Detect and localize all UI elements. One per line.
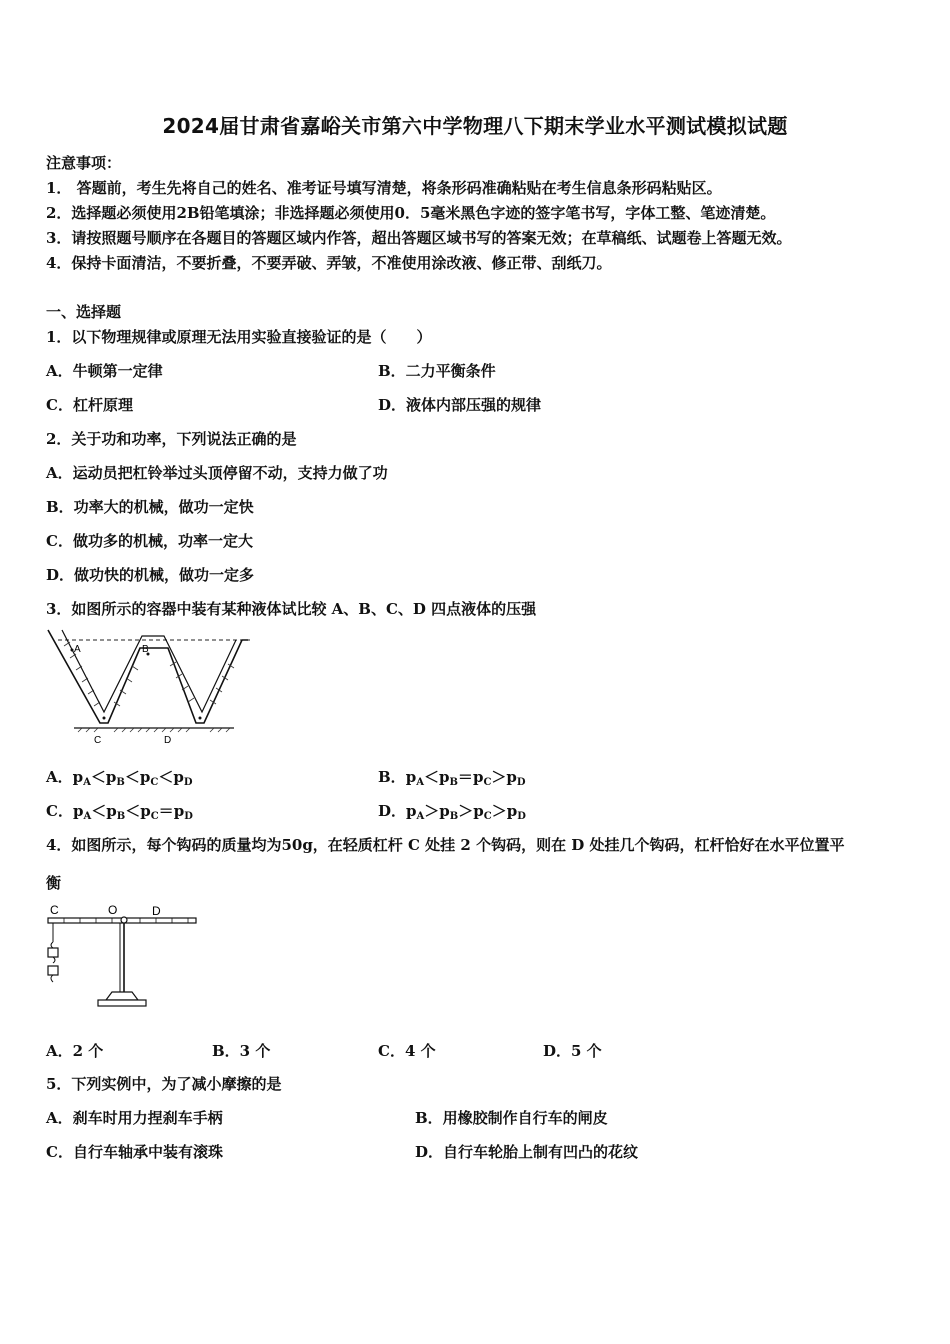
q4-stem-line-1: 4．如图所示，每个钩码的质量均为50g，在轻质杠杆 C 处挂 2 个钩码，则在 D 处挂几个钩码，杠杆恰好在水平位置平	[46, 836, 845, 854]
q5-option-c: C．自行车轴承中装有滚珠	[46, 1143, 223, 1161]
q4-figure-label-o: O	[108, 903, 118, 917]
q4-figure-label-c: C	[50, 903, 59, 917]
notice-item-1: 1． 答题前，考生先将自己的姓名、准考证号填写清楚，将条形码准确粘贴在考生信息条形码粘贴区。	[46, 179, 722, 197]
section-heading: 一、选择题	[46, 303, 122, 321]
notice-item-3: 3．请按照题号顺序在各题目的答题区域内作答，超出答题区域书写的答案无效；在草稿纸、试题卷上答题无效。	[46, 229, 792, 247]
page-title: 2024届甘肃省嘉峪关市第六中学物理八下期末学业水平测试模拟试题	[162, 114, 788, 138]
q1-option-b: B．二力平衡条件	[378, 362, 496, 380]
q1-stem: 1．以下物理规律或原理无法用实验直接验证的是（ ）	[46, 328, 432, 346]
q4-option-d: D．5 个	[543, 1042, 602, 1060]
q3-option-b: B．$p_A<p_B=p_C>p_D$	[378, 768, 526, 788]
q2-option-d: D．做功快的机械，做功一定多	[46, 566, 255, 584]
q3-figure-label-a: A	[74, 644, 81, 655]
q4-stem-line-2: 衡	[46, 874, 62, 892]
q4-option-b: B．3 个	[212, 1042, 271, 1060]
q5-option-d: D．自行车轮胎上制有凹凸的花纹	[415, 1143, 639, 1161]
notice-heading: 注意事项：	[46, 154, 122, 172]
q3-figure-label-c: C	[94, 735, 102, 746]
q2-option-b: B．功率大的机械，做功一定快	[46, 498, 254, 516]
q4-figure-label-d: D	[152, 904, 161, 918]
q1-option-c: C．杠杆原理	[46, 396, 133, 414]
q5-stem: 5．下列实例中，为了减小摩擦的是	[46, 1075, 282, 1093]
q4-lever-figure	[44, 900, 204, 1015]
q3-option-a: A．$p_A<p_B<p_C<p_D$	[46, 768, 193, 788]
q3-container-figure	[44, 628, 254, 746]
notice-item-2: 2．选择题必须使用2B铅笔填涂；非选择题必须使用0．5毫米黑色字迹的签字笔书写，字体工整、笔迹清楚。	[46, 204, 776, 222]
q2-option-a: A．运动员把杠铃举过头顶停留不动，支持力做了功	[46, 464, 388, 482]
q3-figure-label-d: D	[164, 735, 172, 746]
q4-option-c: C．4 个	[378, 1042, 436, 1060]
q1-option-a: A．牛顿第一定律	[46, 362, 163, 380]
q3-option-d: D．$p_A>p_B>p_C>p_D$	[378, 802, 526, 822]
notice-item-4: 4．保持卡面清洁，不要折叠，不要弄破、弄皱，不准使用涂改液、修正带、刮纸刀。	[46, 254, 612, 272]
q3-option-c: C．$p_A<p_B<p_C=p_D$	[46, 802, 193, 822]
q5-option-b: B．用橡胶制作自行车的闸皮	[415, 1109, 608, 1127]
q4-option-a: A．2 个	[46, 1042, 104, 1060]
q3-figure-label-b: B	[142, 644, 149, 655]
q5-option-a: A．刹车时用力捏刹车手柄	[46, 1109, 223, 1127]
q1-option-d: D．液体内部压强的规律	[378, 396, 542, 414]
q3-stem: 3．如图所示的容器中装有某种液体试比较 A、B、C、D 四点液体的压强	[46, 600, 537, 618]
q2-option-c: C．做功多的机械，功率一定大	[46, 532, 253, 550]
q2-stem: 2．关于功和功率，下列说法正确的是	[46, 430, 297, 448]
